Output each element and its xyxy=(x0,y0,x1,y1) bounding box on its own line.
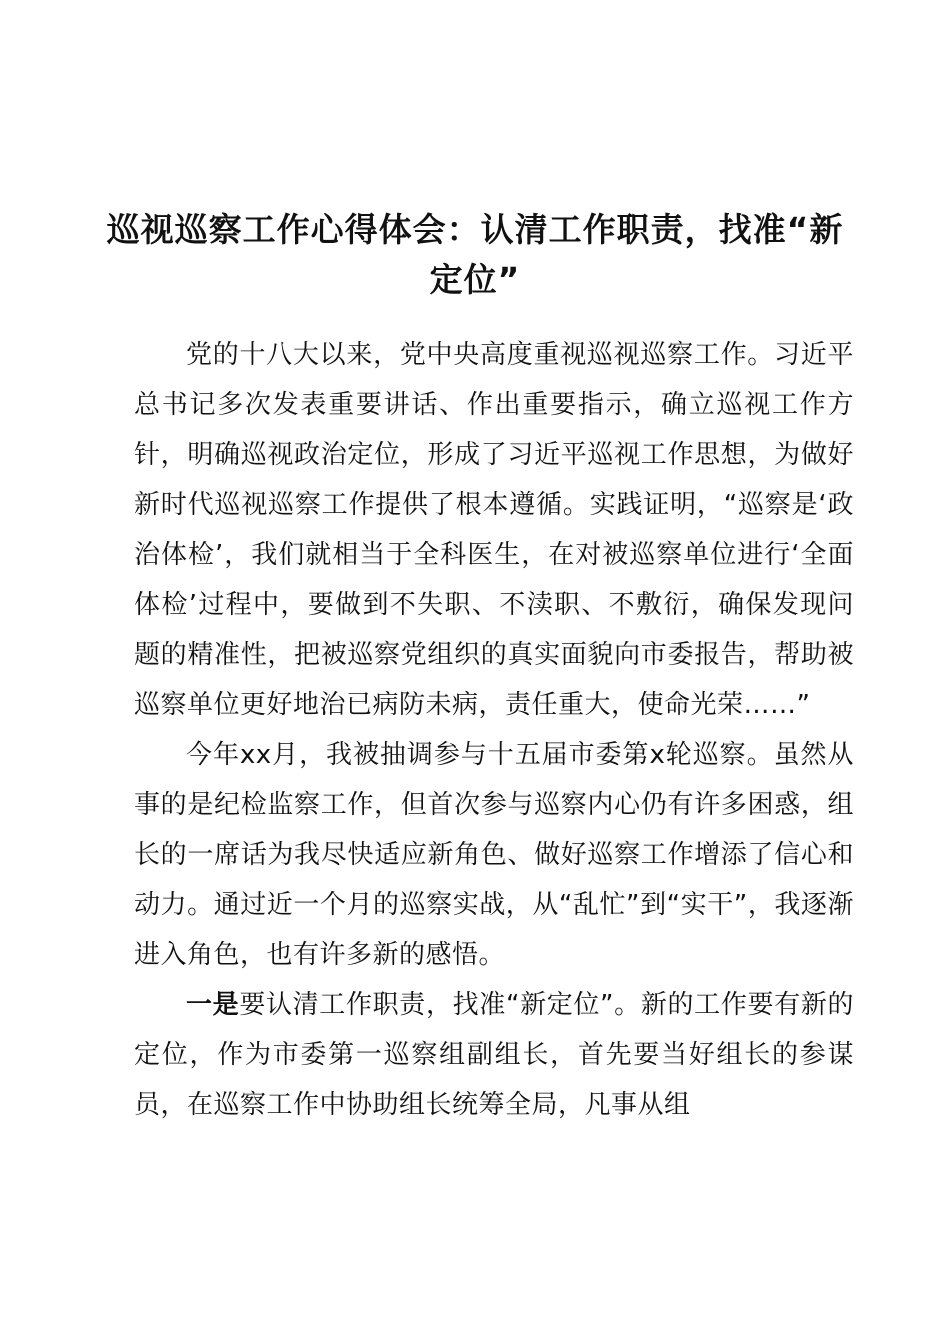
paragraph-1-text: 党的十八大以来，党中央高度重视巡视巡察工作。习近平总书记多次发表重要讲话、作出重要指示，确立巡视工作方针，明确巡视政治定位，形成了习近平巡视工作思想，为做好新时代巡视巡察工作提供了根本遵循。实践证明，“巡察是‘政治体检’，我们就相当于全科医生，在对被巡察单位进行‘全面体检’过程中，要做到不失职、不渎职、不敷衍，确保发现问题的精准性，把被巡察党组织的真实面貌向市委报告，帮助被巡察单位更好地治已病防未病，责任重大，使命光荣……” xyxy=(134,340,854,720)
paragraph-1 xyxy=(134,330,854,730)
paragraph-3-text: 要认清工作职责，找准“新定位”。新的工作要有新的定位，作为市委第一巡察组副组长，首先要当好组长的参谋员，在巡察工作中协助组长统筹全局，凡事从组 xyxy=(134,990,854,1120)
document-body xyxy=(134,330,854,1130)
paragraph-3-lead: 一是 xyxy=(186,990,240,1020)
document-title: 巡视巡察工作心得体会：认清工作职责，找准“新定位” xyxy=(106,210,844,299)
paragraph-3 xyxy=(134,980,854,1130)
paragraph-2 xyxy=(134,730,854,980)
paragraph-2-text: 今年xx月，我被抽调参与十五届市委第x轮巡察。虽然从事的是纪检监察工作，但首次参与巡察内心仍有许多困惑，组长的一席话为我尽快适应新角色、做好巡察工作增添了信心和动力。通过近一个月的巡察实战，从“乱忙”到“实干”，我逐渐进入角色，也有许多新的感悟。 xyxy=(134,740,854,970)
